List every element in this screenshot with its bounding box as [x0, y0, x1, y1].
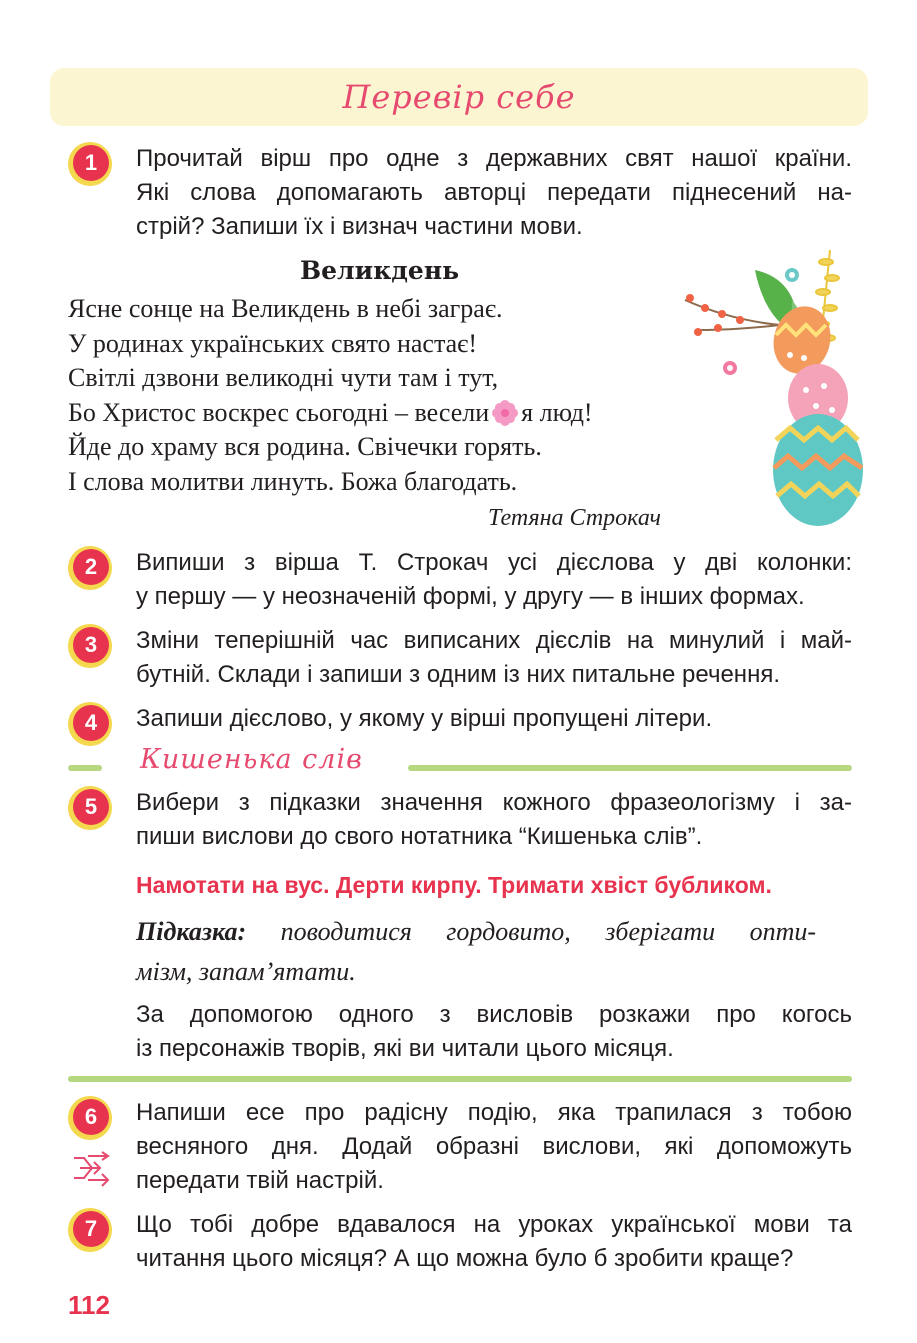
- task-7-text: [136, 1208, 852, 1276]
- poem-line: Ясне сонце на Великдень в небі заграє.: [68, 294, 503, 323]
- task-line: читання цього місяця? А що можна було б зробити краще?: [136, 1245, 794, 1272]
- section-title: Кишенька слів: [140, 744, 363, 775]
- task-1-text: [136, 142, 852, 244]
- task-number: 7: [73, 1211, 109, 1247]
- task-line: Прочитай вірш про одне з державних свят нашої країни.: [136, 145, 852, 172]
- task-line: Випиши з вірша Т. Строкач усі дієслова у дві колонки:: [136, 549, 852, 576]
- hint-value: мізм, запам’ятати.: [136, 957, 356, 986]
- task-3-text: [136, 624, 852, 692]
- easter-eggs-illustration: [680, 240, 870, 540]
- phraseologisms: Намотати на вус. Дерти кирпу. Тримати хвіст бубликом.: [136, 872, 772, 898]
- task-line: весняного дня. Додай образні вислови, які допоможуть: [136, 1133, 852, 1160]
- task-number-badge: [68, 1208, 112, 1252]
- task-number: 3: [73, 627, 109, 663]
- task-4-text: [136, 702, 852, 736]
- task-line: бутній. Склади і запиши з одним із них питальне речення.: [136, 661, 780, 688]
- page-number: 112: [68, 1290, 110, 1320]
- task-number-badge: [68, 1096, 112, 1140]
- hint: [136, 912, 816, 992]
- task-number-badge: [68, 546, 112, 590]
- header-bar: [50, 68, 868, 126]
- task-line: у першу — у неозначеній формі, у другу — в інших формах.: [136, 583, 805, 610]
- task-number: 4: [73, 705, 109, 741]
- poem-line-part: я люд!: [521, 397, 593, 427]
- poem-line: У родинах українських свято настає!: [68, 328, 477, 358]
- task-number-badge: [68, 624, 112, 668]
- writing-task-icon: [70, 1150, 114, 1190]
- poem-line-part: Бо Христос воскрес сьогодні – весели: [68, 397, 490, 427]
- task-6-text: [136, 1096, 852, 1198]
- task-5-text: [136, 786, 852, 854]
- poem-line: Йде до храму вся родина. Свічечки горять.: [68, 432, 542, 461]
- poem-author: Тетяна Строкач: [488, 505, 661, 531]
- task-number: 2: [73, 549, 109, 585]
- flower-icon: [491, 399, 519, 427]
- task-line: Вибери з підказки значення кожного фразеологізму і за-: [136, 789, 852, 816]
- task-number: 5: [73, 789, 109, 825]
- poem-line: [68, 396, 593, 431]
- task-line: пиши вислови до свого нотатника “Кишенька слів”.: [136, 823, 703, 850]
- task-number: 6: [73, 1099, 109, 1135]
- task-line: Напиши есе про радісну подію, яка трапилася з тобою: [136, 1099, 852, 1126]
- task-number: 1: [73, 145, 109, 181]
- poem-line: І слова молитви линуть. Божа благодать.: [68, 466, 518, 496]
- task-line: стрій? Запиши їх і визнач частини мови.: [136, 213, 583, 240]
- task-number-badge: [68, 702, 112, 746]
- section-rule: [408, 765, 852, 771]
- page-title: Перевір себе: [342, 78, 576, 116]
- section-rule: [68, 765, 102, 771]
- poem-title: Великдень: [300, 256, 460, 285]
- task-line: Запиши дієслово, у якому у вірші пропущені літери.: [136, 705, 713, 732]
- task-line: Які слова допомагають авторці передати піднесений на-: [136, 179, 852, 206]
- task-line: із персонажів творів, які ви читали цього місяця.: [136, 1035, 674, 1062]
- task-number-badge: [68, 786, 112, 830]
- task-line: передати твій настрій.: [136, 1167, 384, 1194]
- task-number-badge: [68, 142, 112, 186]
- poem-text: [68, 292, 593, 499]
- task-line: Що тобі добре вдавалося на уроках української мови та: [136, 1211, 852, 1238]
- hint-value: поводитися гордовито, зберігати опти-: [280, 917, 817, 946]
- task-2-text: [136, 546, 852, 614]
- section-end-rule: [68, 1076, 852, 1082]
- hint-label: Підказка:: [136, 917, 247, 946]
- poem-line: Світлі дзвони великодні чути там і тут,: [68, 363, 499, 392]
- task-line: Зміни теперішній час виписаних дієслів на минулий і май-: [136, 627, 852, 654]
- task-line: За допомогою одного з висловів розкажи про когось: [136, 1001, 852, 1028]
- task-5-extra: [136, 998, 852, 1066]
